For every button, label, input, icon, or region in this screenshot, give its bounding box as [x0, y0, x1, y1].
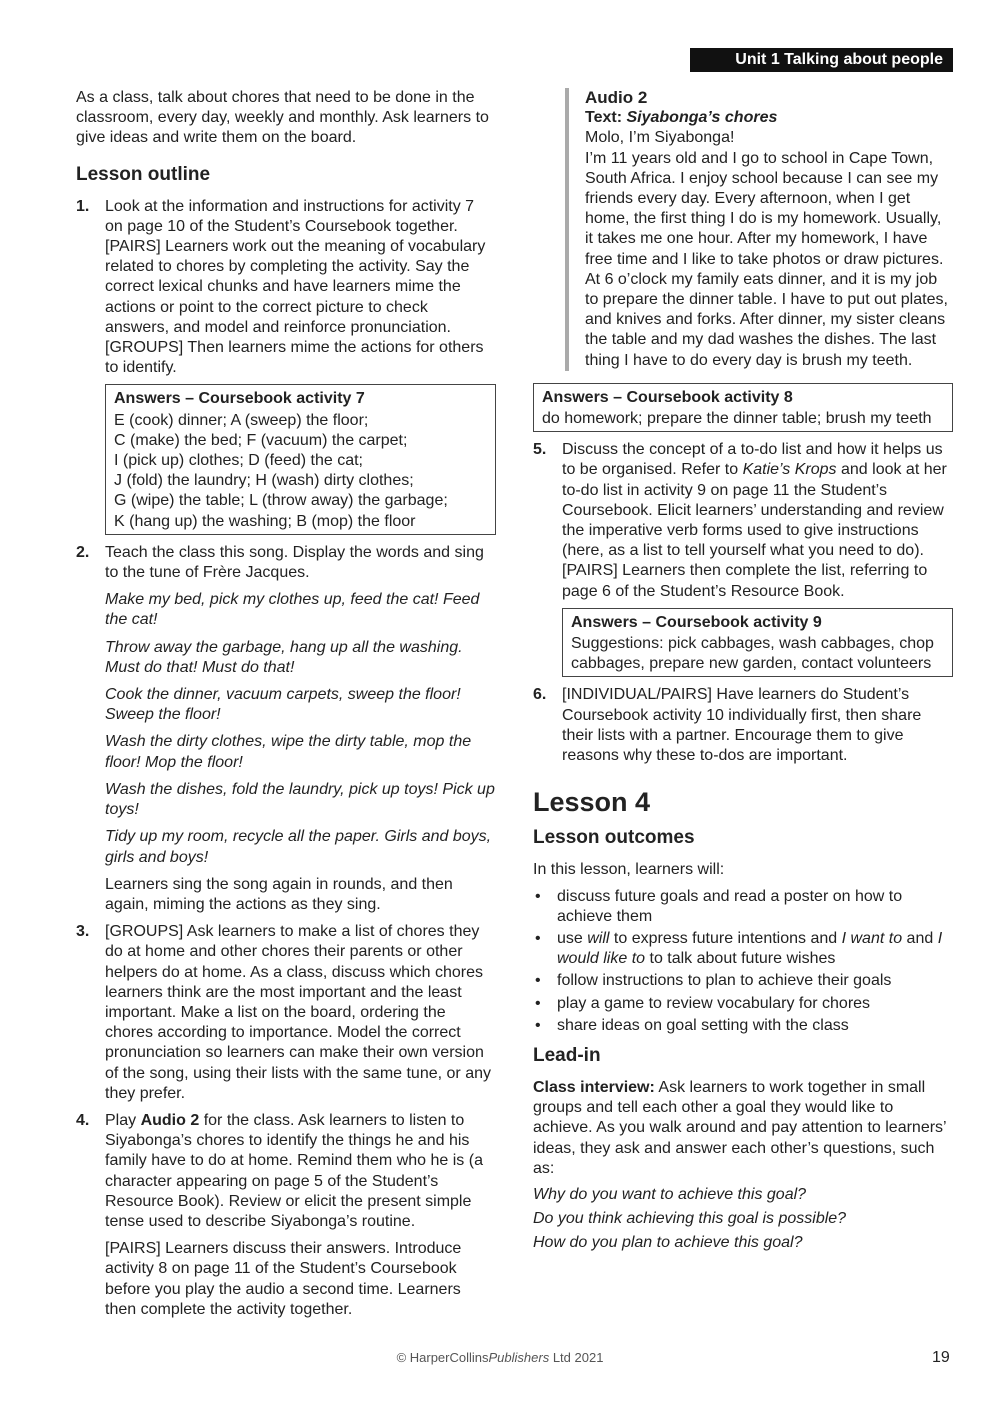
unit-header: Unit 1 Talking about people [690, 48, 953, 72]
song-verse: Tidy up my room, recycle all the paper. Girls and boys, girls and boys! [105, 828, 492, 866]
answers-heading: Answers – Coursebook activity 8 [542, 388, 793, 406]
audio-reference: Audio 2 [140, 1111, 200, 1129]
audio-body: I’m 11 years old and I go to school in Cape Town, South Africa. I enjoy school because I can see my friends every day. Every afternoon, when I get home, the first thing I do is my homework. Usually, it takes me one hour. After my homework, I have free time and I like to take photos or draw pictures. At 6 o’clock my family eats dinner, and it is my job to prepare the dinner table. I have to put out plates, and knives and forks. After dinner, my sister cleans the table and my dad washes the dishes. The last thing I have to do every day is brush my teeth. [585, 149, 948, 369]
audio-title: Audio 2 [585, 88, 648, 107]
lead-in-text: Class interview: Ask learners to work together in small groups and tell each other a goal they would like to achieve. As you walk around and pay attention to learners’ ideas, they ask and answer each other’s questions, such as: [533, 1078, 946, 1177]
answer-text: Suggestions: pick cabbages, wash cabbages, chop cabbages, prepare new garden, contact volunteers [571, 635, 934, 673]
outcome-item: • share ideas on goal setting with the class [533, 1016, 953, 1036]
answer-line: J (fold) the laundry; H (wash) dirty clothes; [114, 472, 414, 490]
step-6 [533, 685, 953, 766]
interview-question: How do you plan to achieve this goal? [533, 1234, 803, 1252]
song-followup: Learners sing the song again in rounds, and then again, miming the actions as they sing. [105, 875, 453, 913]
page-number: 19 [932, 1349, 950, 1366]
song-verse: Wash the dishes, fold the laundry, pick up toys! Pick up toys! [105, 780, 495, 819]
lead-in-heading: Lead-in [533, 1044, 601, 1066]
outcome-item: • play a game to review vocabulary for chores [533, 994, 953, 1014]
step-number: 4. [76, 1111, 90, 1129]
intro-paragraph: As a class, talk about chores that need to be done in the classroom, every day, weekly and monthly. Ask learners to give ideas and write them on the board. [76, 89, 489, 147]
step-5 [533, 440, 953, 677]
step-text: [INDIVIDUAL/PAIRS] Have learners do Student’s Coursebook activity 10 individually first, then share their lists with a partner. Encourage them to give reasons why these to-dos are important. [562, 686, 922, 765]
song-verse: Wash the dirty clothes, wipe the dirty table, mop the floor! Mop the floor! [105, 733, 472, 771]
answers-box-activity-7 [105, 384, 496, 534]
lesson-outline-heading: Lesson outline [76, 163, 211, 185]
step-text: Look at the information and instructions for activity 7 on page 10 of the Student’s Coursebook together. [PAIRS] Learners work out the meaning of vocabulary related to chores by completing the activity. Say the correct lexical chunks and have learners mime the actions or point to the correct picture to check answers, and model and reinforce pronunciation. [GROUPS] Then learners mime the actions for others to identify. [105, 197, 486, 377]
song-verse: Make my bed, pick my clothes up, feed the cat! Feed the cat! [105, 591, 480, 629]
song-verse: Cook the dinner, vacuum carpets, sweep the floor! Sweep the floor! [105, 686, 461, 724]
step-number: 1. [76, 197, 90, 215]
step-number: 6. [533, 686, 547, 704]
audio-transcript [565, 88, 953, 371]
answers-box-activity-8 [533, 383, 953, 432]
answers-heading: Answers – Coursebook activity 9 [571, 613, 822, 631]
lesson-title: Lesson 4 [533, 787, 651, 818]
answer-line: G (wipe) the table; L (throw away) the garbage; [114, 492, 448, 510]
outcome-item: • use will to express future intentions and I want to and I would like to to talk about future wishes [533, 929, 953, 969]
step-text: [GROUPS] Ask learners to make a list of chores they do at home and other chores their parents or other helpers do at home. As a class, discuss which chores learners think are the most important and the least important. Make a list on the board, ordering the chores according to importance. Model the correct pronunciation so learners can make their own version of the song, using their lists with the same tune, or any they prefer. [105, 923, 491, 1102]
step-text: Discuss the concept of a to-do list and how it helps us to be organised. Refer to Katie’s Krops and look at her to-do list in activity 9 on page 11 the Student’s Coursebook. Elicit learners’ understanding and review the imperative verb forms used to give instructions (here, as a list to tell yourself what you need to do). [PAIRS] Learners then complete the list, referring to page 6 of the Student’s Resource Book. [562, 441, 947, 600]
step-text-continued: [PAIRS] Learners discuss their answers. Introduce activity 8 on page 11 of the Student’s Coursebook before you play the audio a second time. Learners then complete the activity together. [105, 1240, 462, 1318]
answer-line: K (hang up) the washing; B (mop) the floor [114, 512, 416, 530]
outcomes-list [533, 887, 953, 1036]
answers-heading: Answers – Coursebook activity 7 [114, 390, 365, 408]
step-1 [76, 197, 496, 535]
answer-text: do homework; prepare the dinner table; brush my teeth [542, 410, 932, 428]
step-4 [76, 1111, 496, 1320]
step-2 [76, 543, 496, 915]
answer-line: C (make) the bed; F (vacuum) the carpet; [114, 431, 408, 449]
step-number: 3. [76, 923, 90, 941]
step-text: Play Audio 2 for the class. Ask learners to listen to Siyabonga’s chores to identify the things he and his family have to do at home. Remind them who he is (a character appearing on page 5 of the Student’s Resource Book). Review or elicit the present simple tense used to describe Siyabonga’s routine. [105, 1111, 483, 1230]
interview-question: Do you think achieving this goal is possible? [533, 1210, 847, 1228]
outcome-item: • follow instructions to plan to achieve their goals [533, 971, 953, 991]
step-text: Teach the class this song. Display the words and sing to the tune of Frère Jacques. [105, 543, 484, 582]
left-column [76, 88, 496, 1327]
outcome-item: • discuss future goals and read a poster on how to achieve them [533, 887, 953, 927]
right-column [533, 88, 953, 1258]
copyright-footer: © HarperCollinsPublishers Ltd 2021 [396, 1350, 604, 1365]
audio-text-title: Text: Siyabonga’s chores [585, 109, 778, 127]
step-number: 5. [533, 441, 547, 459]
interview-question: Why do you want to achieve this goal? [533, 1185, 807, 1203]
audio-body: Molo, I’m Siyabonga! [585, 129, 735, 147]
answer-line: E (cook) dinner; A (sweep) the floor; [114, 411, 369, 429]
song-verse: Throw away the garbage, hang up all the washing. Must do that! Must do that! [105, 638, 463, 676]
answer-line: I (pick up) clothes; D (feed) the cat; [114, 452, 363, 470]
outcomes-heading: Lesson outcomes [533, 827, 695, 849]
outcomes-intro: In this lesson, learners will: [533, 861, 725, 879]
step-number: 2. [76, 543, 90, 561]
answers-box-activity-9 [562, 608, 953, 678]
step-3 [76, 922, 496, 1104]
